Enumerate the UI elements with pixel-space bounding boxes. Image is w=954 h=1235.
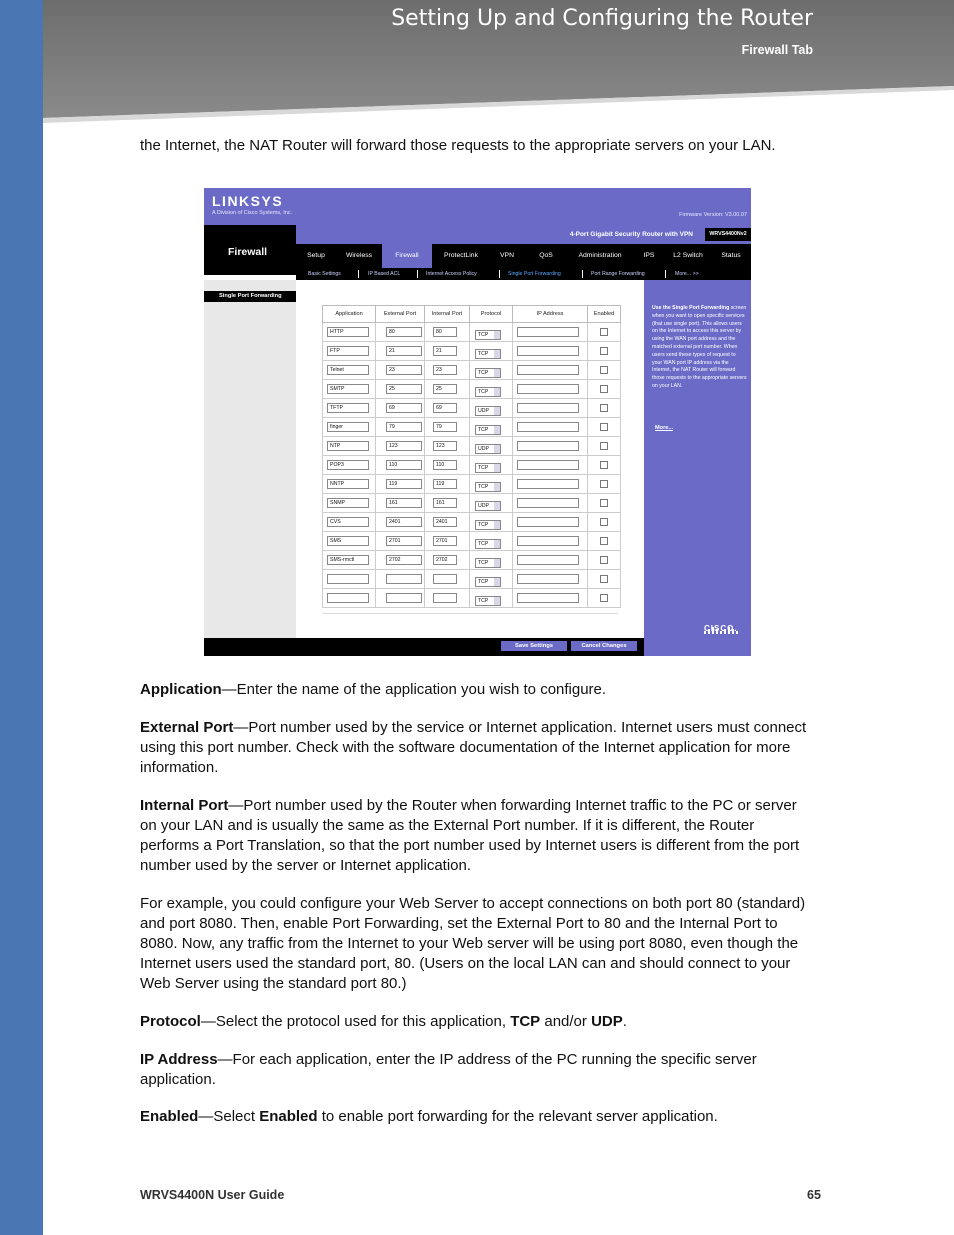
help-body: screen when you want to open specific services (that use single port). This allows users on the Internet to access this server by using the WAN port address and the matched external port number. When users send these types of request to your WAN port IP address via the Internet, the NAT Router will forward those requests to the appropriate servers on your LAN. (652, 305, 747, 389)
ip-address-input[interactable] (517, 498, 579, 508)
section-title: Firewall (228, 246, 268, 258)
header-title: Setting Up and Configuring the Router (391, 6, 813, 31)
application-cell (323, 513, 376, 532)
ip-address-input[interactable] (517, 555, 579, 565)
application-cell (323, 380, 376, 399)
cancel-changes-button[interactable]: Cancel Changes (571, 641, 637, 651)
table-row (323, 437, 621, 456)
application-input[interactable]: POP3 (327, 460, 369, 470)
protocol-cell (470, 570, 513, 589)
internal-port-cell (425, 551, 470, 570)
external-port-input[interactable]: 79 (386, 422, 422, 432)
enabled-checkbox[interactable] (600, 537, 608, 545)
subnav-single-port-forwarding[interactable]: Single Port Forwarding (508, 271, 561, 277)
internal-port-cell (425, 342, 470, 361)
subnav-separator (582, 270, 583, 278)
header-subtitle: Firewall Tab (741, 43, 813, 57)
cisco-logo-text: CISCO. (704, 624, 738, 633)
nav-vpn[interactable]: VPN (500, 252, 514, 259)
protocol-cell (470, 589, 513, 608)
external-port-input[interactable]: 161 (386, 498, 422, 508)
subnav-separator (499, 270, 500, 278)
internal-port-input[interactable]: 110 (433, 460, 457, 470)
ip-address-cell (513, 475, 588, 494)
subnav-port-range-forwarding[interactable]: Port Range Forwarding (591, 271, 645, 277)
ip-address-cell (513, 418, 588, 437)
internal-port-cell (425, 361, 470, 380)
enabled-checkbox[interactable] (600, 385, 608, 393)
protocol-select[interactable]: TCP (475, 368, 501, 378)
subnav-separator (665, 270, 666, 278)
enabled-cell (588, 323, 621, 342)
internal-port-input[interactable]: 21 (433, 346, 457, 356)
protocol-select[interactable]: UDP (475, 406, 501, 416)
application-cell (323, 589, 376, 608)
enabled-checkbox[interactable] (600, 556, 608, 564)
external-port-input[interactable]: 21 (386, 346, 422, 356)
internal-port-cell (425, 437, 470, 456)
external-port-cell (376, 418, 425, 437)
internal-port-input[interactable]: 79 (433, 422, 457, 432)
external-port-cell (376, 456, 425, 475)
protocol-select[interactable]: UDP (475, 444, 501, 454)
nav-ips[interactable]: IPS (643, 252, 655, 259)
application-input[interactable]: SMS-rmctl (327, 555, 369, 565)
product-name: 4-Port Gigabit Security Router with VPN (569, 231, 693, 238)
table-row (323, 589, 621, 608)
enabled-checkbox[interactable] (600, 423, 608, 431)
protocol-select[interactable]: TCP (475, 463, 501, 473)
protocol-select[interactable]: TCP (475, 596, 501, 606)
application-cell (323, 418, 376, 437)
para-external-port: External Port—Port number used by the service or Internet application. Internet users must connect using this port number. Check with the software documentation of the Internet application for more information. (140, 719, 807, 776)
application-cell (323, 494, 376, 513)
table-row (323, 475, 621, 494)
application-cell (323, 475, 376, 494)
nav-setup[interactable]: Setup (307, 252, 325, 259)
application-cell (323, 532, 376, 551)
left-sidebar-bar (0, 0, 43, 1235)
application-cell (323, 342, 376, 361)
internal-port-input[interactable]: 2401 (433, 517, 457, 527)
protocol-cell (470, 532, 513, 551)
protocol-select[interactable]: TCP (475, 558, 501, 568)
ip-address-cell (513, 532, 588, 551)
table-row (323, 456, 621, 475)
application-input[interactable]: Telnet (327, 365, 369, 375)
protocol-select[interactable]: TCP (475, 330, 501, 340)
para-internal-port: Internal Port—Port number used by the Router when forwarding Internet traffic to the PC or server on your LAN and is usually the same as the External Port number. If it is different, the Router performs a Port Translation, so that the port number used by Internet users is different from the port number used by the server or Internet application. (140, 797, 800, 874)
application-cell (323, 551, 376, 570)
internal-port-input[interactable]: 119 (433, 479, 457, 489)
application-cell (323, 570, 376, 589)
model-badge: WRVS4400Nv2 (705, 228, 751, 241)
protocol-cell (470, 513, 513, 532)
external-port-cell (376, 551, 425, 570)
internal-port-input[interactable]: 23 (433, 365, 457, 375)
protocol-cell (470, 475, 513, 494)
internal-port-cell (425, 323, 470, 342)
application-input[interactable]: NNTP (327, 479, 369, 489)
enabled-checkbox[interactable] (600, 480, 608, 488)
table-row (323, 551, 621, 570)
enabled-checkbox[interactable] (600, 366, 608, 374)
protocol-select[interactable]: TCP (475, 425, 501, 435)
port-forwarding-table (322, 305, 621, 608)
ip-address-cell (513, 551, 588, 570)
nav-administration[interactable]: Administration (578, 252, 622, 259)
para-enabled: Enabled—Select Enabled to enable port forwarding for the relevant server application. (140, 1108, 718, 1125)
external-port-cell (376, 589, 425, 608)
external-port-cell (376, 380, 425, 399)
internal-port-cell (425, 456, 470, 475)
table-row (323, 380, 621, 399)
para-example: For example, you could configure your Web Server to accept connections on both port 80 (standard) and port 8080. Then, enable Port Forwarding, set the External Port to 80 and the Internal Port to 8080. Now, any traffic from the Internet to your Web server will be using port 8080, even though the Internet users used the standard port, 80. (Users on the local LAN can and should connect to your Web Server using the standard port 80.) (140, 895, 806, 992)
ip-address-cell (513, 513, 588, 532)
subnav-separator (417, 270, 418, 278)
logo-subtitle: A Division of Cisco Systems, Inc. (212, 210, 293, 216)
protocol-cell (470, 551, 513, 570)
protocol-select[interactable]: UDP (475, 501, 501, 511)
protocol-cell (470, 437, 513, 456)
application-input[interactable] (327, 593, 369, 603)
external-port-cell (376, 532, 425, 551)
para-application: Application—Enter the name of the application you wish to configure. (140, 681, 607, 698)
ip-address-cell (513, 589, 588, 608)
internal-port-input[interactable]: 2701 (433, 536, 457, 546)
application-input[interactable]: NTP (327, 441, 369, 451)
external-port-cell (376, 494, 425, 513)
screenshot-top-bar (204, 188, 751, 225)
ip-address-input[interactable] (517, 593, 579, 603)
protocol-cell (470, 456, 513, 475)
internal-port-input[interactable] (433, 574, 457, 584)
external-port-cell (376, 323, 425, 342)
left-column (204, 280, 296, 656)
protocol-cell (470, 323, 513, 342)
table-header-row (323, 306, 621, 323)
col-application: Application (323, 306, 376, 323)
ip-address-cell (513, 323, 588, 342)
ip-address-input[interactable] (517, 536, 579, 546)
ip-address-input[interactable] (517, 574, 579, 584)
application-input[interactable] (327, 574, 369, 584)
internal-port-cell (425, 570, 470, 589)
application-cell (323, 456, 376, 475)
internal-port-input[interactable]: 69 (433, 403, 457, 413)
internal-port-input[interactable]: 161 (433, 498, 457, 508)
table-row (323, 494, 621, 513)
col-internal-port: Internal Port (425, 306, 470, 323)
enabled-cell (588, 437, 621, 456)
enabled-checkbox[interactable] (600, 347, 608, 355)
footer-guide-title: WRVS4400N User Guide (140, 1188, 285, 1202)
enabled-cell (588, 456, 621, 475)
table-divider (322, 613, 618, 614)
subnav-separator (358, 270, 359, 278)
internal-port-input[interactable] (433, 593, 457, 603)
internal-port-cell (425, 418, 470, 437)
table-row (323, 342, 621, 361)
ip-address-cell (513, 437, 588, 456)
protocol-cell (470, 494, 513, 513)
ip-address-cell (513, 399, 588, 418)
application-input[interactable]: HTTP (327, 327, 369, 337)
ip-address-input[interactable] (517, 517, 579, 527)
table-row (323, 323, 621, 342)
external-port-input[interactable]: 25 (386, 384, 422, 394)
firmware-version: Firmware Version: V3.00.07 (679, 212, 747, 218)
external-port-input[interactable]: 2702 (386, 555, 422, 565)
ip-address-input[interactable] (517, 346, 579, 356)
nav-l2-switch[interactable]: L2 Switch (673, 252, 703, 259)
ip-address-cell (513, 456, 588, 475)
enabled-checkbox[interactable] (600, 499, 608, 507)
application-input[interactable]: SMTP (327, 384, 369, 394)
external-port-cell (376, 342, 425, 361)
para-protocol: Protocol—Select the protocol used for this application, TCP and/or UDP. (140, 1013, 627, 1030)
ip-address-input[interactable] (517, 460, 579, 470)
col-external-port: External Port (376, 306, 425, 323)
internal-port-cell (425, 494, 470, 513)
ip-address-cell (513, 570, 588, 589)
save-settings-button[interactable]: Save Settings (501, 641, 567, 651)
subnav-more[interactable]: More... >> (675, 271, 699, 277)
enabled-cell (588, 551, 621, 570)
external-port-input[interactable]: 23 (386, 365, 422, 375)
ip-address-cell (513, 380, 588, 399)
protocol-select[interactable]: TCP (475, 482, 501, 492)
ip-address-input[interactable] (517, 365, 579, 375)
external-port-input[interactable]: 123 (386, 441, 422, 451)
col-ip-address: IP Address (513, 306, 588, 323)
application-input[interactable]: SMS (327, 536, 369, 546)
internal-port-input[interactable]: 80 (433, 327, 457, 337)
application-input[interactable]: finger (327, 422, 369, 432)
enabled-checkbox[interactable] (600, 518, 608, 526)
application-cell (323, 399, 376, 418)
enabled-cell (588, 399, 621, 418)
enabled-cell (588, 475, 621, 494)
col-protocol: Protocol (470, 306, 513, 323)
protocol-cell (470, 380, 513, 399)
nav-wireless[interactable]: Wireless (345, 252, 373, 259)
help-more-link[interactable]: More... (655, 425, 674, 431)
enabled-checkbox[interactable] (600, 594, 608, 602)
col-enabled: Enabled (588, 306, 621, 323)
enabled-cell (588, 342, 621, 361)
enabled-checkbox[interactable] (600, 328, 608, 336)
footer-page-number: 65 (807, 1188, 821, 1202)
protocol-select[interactable]: TCP (475, 520, 501, 530)
ip-address-cell (513, 361, 588, 380)
ip-address-input[interactable] (517, 384, 579, 394)
subnav-basic-settings[interactable]: Basic Settings (308, 271, 341, 277)
external-port-cell (376, 570, 425, 589)
external-port-input[interactable]: 69 (386, 403, 422, 413)
application-cell (323, 437, 376, 456)
protocol-cell (470, 399, 513, 418)
enabled-cell (588, 570, 621, 589)
table-row (323, 532, 621, 551)
ip-address-cell (513, 494, 588, 513)
protocol-cell (470, 418, 513, 437)
external-port-input[interactable]: 2401 (386, 517, 422, 527)
ip-address-cell (513, 342, 588, 361)
table-row (323, 513, 621, 532)
external-port-cell (376, 437, 425, 456)
left-column-footer (204, 638, 296, 656)
protocol-select[interactable]: TCP (475, 577, 501, 587)
external-port-input[interactable] (386, 593, 422, 603)
left-column-label: Single Port Forwarding (204, 291, 296, 302)
application-input[interactable]: TFTP (327, 403, 369, 413)
internal-port-input[interactable]: 25 (433, 384, 457, 394)
help-text (652, 305, 747, 391)
application-input[interactable]: SNMP (327, 498, 369, 508)
enabled-cell (588, 380, 621, 399)
enabled-cell (588, 418, 621, 437)
internal-port-cell (425, 380, 470, 399)
ip-address-input[interactable] (517, 422, 579, 432)
internal-port-cell (425, 475, 470, 494)
para-ip-address: IP Address—For each application, enter the IP address of the PC running the specific server application. (140, 1051, 757, 1088)
protocol-select[interactable]: TCP (475, 387, 501, 397)
external-port-input[interactable]: 119 (386, 479, 422, 489)
ip-address-input[interactable] (517, 441, 579, 451)
linksys-logo: LINKSYS (212, 193, 284, 209)
ip-address-input[interactable] (517, 479, 579, 489)
sub-nav (296, 268, 751, 280)
external-port-cell (376, 399, 425, 418)
table-row (323, 570, 621, 589)
enabled-cell (588, 513, 621, 532)
application-cell (323, 361, 376, 380)
enabled-cell (588, 589, 621, 608)
enabled-checkbox[interactable] (600, 442, 608, 450)
enabled-checkbox[interactable] (600, 404, 608, 412)
table-row (323, 418, 621, 437)
internal-port-cell (425, 589, 470, 608)
table-row (323, 361, 621, 380)
nav-firewall[interactable]: Firewall (382, 244, 432, 268)
intro-paragraph: the Internet, the NAT Router will forward those requests to the appropriate servers on your LAN. (140, 137, 776, 154)
subnav-internet-access-policy[interactable]: Internet Access Policy (426, 271, 477, 277)
internal-port-input[interactable]: 123 (433, 441, 457, 451)
external-port-input[interactable] (386, 574, 422, 584)
external-port-input[interactable]: 80 (386, 327, 422, 337)
external-port-input[interactable]: 110 (386, 460, 422, 470)
ip-address-input[interactable] (517, 327, 579, 337)
enabled-cell (588, 494, 621, 513)
external-port-input[interactable]: 2701 (386, 536, 422, 546)
application-cell (323, 323, 376, 342)
external-port-cell (376, 513, 425, 532)
protocol-select[interactable]: TCP (475, 349, 501, 359)
nav-status[interactable]: Status (721, 252, 741, 259)
nav-qos[interactable]: QoS (539, 252, 553, 259)
enabled-checkbox[interactable] (600, 461, 608, 469)
protocol-select[interactable]: TCP (475, 539, 501, 549)
main-nav (296, 244, 751, 268)
external-port-cell (376, 475, 425, 494)
internal-port-cell (425, 513, 470, 532)
internal-port-input[interactable]: 2702 (433, 555, 457, 565)
internal-port-cell (425, 399, 470, 418)
enabled-cell (588, 532, 621, 551)
nav-protectlink[interactable]: ProtectLink (443, 252, 478, 259)
enabled-cell (588, 361, 621, 380)
protocol-cell (470, 342, 513, 361)
enabled-checkbox[interactable] (600, 575, 608, 583)
internal-port-cell (425, 532, 470, 551)
subnav-ip-based-acl[interactable]: IP Based ACL (368, 271, 401, 277)
table-row (323, 399, 621, 418)
help-heading: Use the Single Port Forwarding (652, 305, 730, 311)
protocol-cell (470, 361, 513, 380)
application-input[interactable]: CVS (327, 517, 369, 527)
ip-address-input[interactable] (517, 403, 579, 413)
router-screenshot (204, 188, 751, 656)
external-port-cell (376, 361, 425, 380)
application-input[interactable]: FTP (327, 346, 369, 356)
